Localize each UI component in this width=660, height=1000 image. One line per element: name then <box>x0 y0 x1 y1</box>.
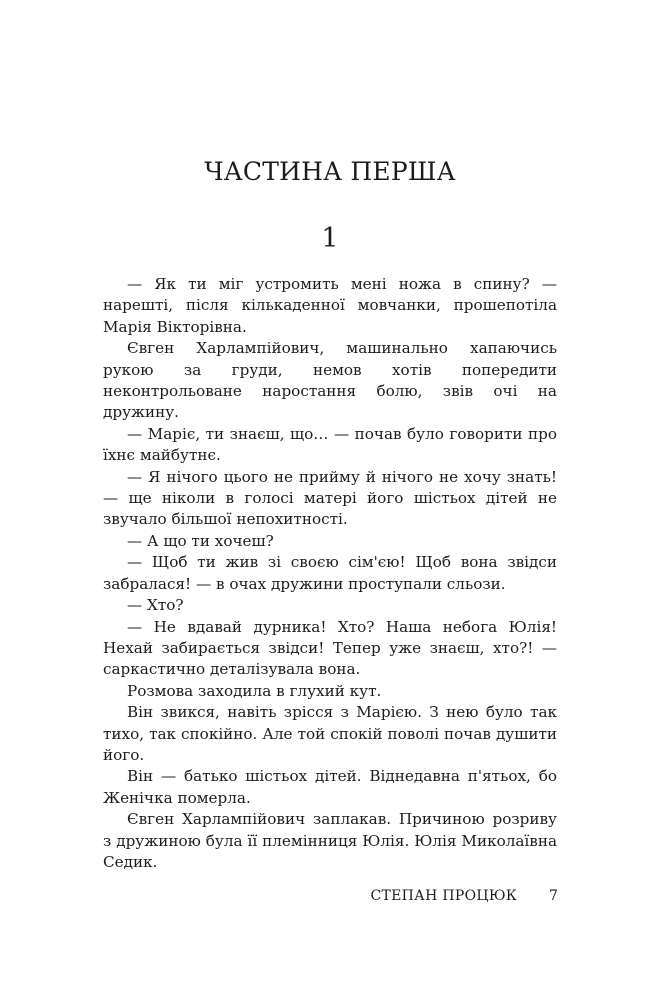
paragraph: Він — батько шістьох дітей. Віднедавна п'ятьох, бо Женічка померла. <box>103 767 557 807</box>
chapter-text <box>103 274 557 873</box>
footer-author: СТЕПАН ПРОЦЮК <box>370 888 517 904</box>
chapter-number: 1 <box>321 223 339 254</box>
paragraph: — Я нічого цього не прийму й нічого не хочу знать! — ще ніколи в голосі матері його шістьох дітей не звучало більшої непохитності. <box>103 467 557 529</box>
part-title: ЧАСТИНА ПЕРША <box>204 157 456 186</box>
paragraph: — Не вдавай дурника! Хто? Наша небога Юлія! Нехай забирається звідси! Тепер уже знаєш, хто?! — саркастично деталізувала вона. <box>103 617 557 679</box>
paragraph: Євген Харлампійович, машинально хапаючись рукою за груди, немов хотів попередити неконтрольоване наростання болю, звів очі на дружину. <box>103 339 557 422</box>
paragraph: Євген Харлампійович заплакав. Причиною розриву з дружиною була її племінниця Юлія. Юлія Миколаївна Седик. <box>103 810 557 871</box>
paragraph: — Маріє, ти знаєш, що… — почав було говорити про їхнє майбутнє. <box>103 424 557 465</box>
page-footer <box>0 886 660 908</box>
paragraph: Він звикся, навіть зрісся з Марією. З нею було так тихо, так спокійно. Але той спокій поволі почав душити його. <box>103 703 557 764</box>
paragraph: Розмова заходила в глухий кут. <box>127 681 382 700</box>
page-number: 7 <box>549 888 558 904</box>
paragraph: — Як ти міг устромить мені ножа в спину? — нарешті, після кількаденної мовчанки, прошепотіла Марія Вікторівна. <box>103 275 557 336</box>
paragraph: — А що ти хочеш? <box>127 531 274 550</box>
paragraph: — Щоб ти жив зі своєю сім'єю! Щоб вона звідси забралася! — в очах дружини проступали сльози. <box>103 553 557 593</box>
paragraph: — Хто? <box>127 596 184 615</box>
